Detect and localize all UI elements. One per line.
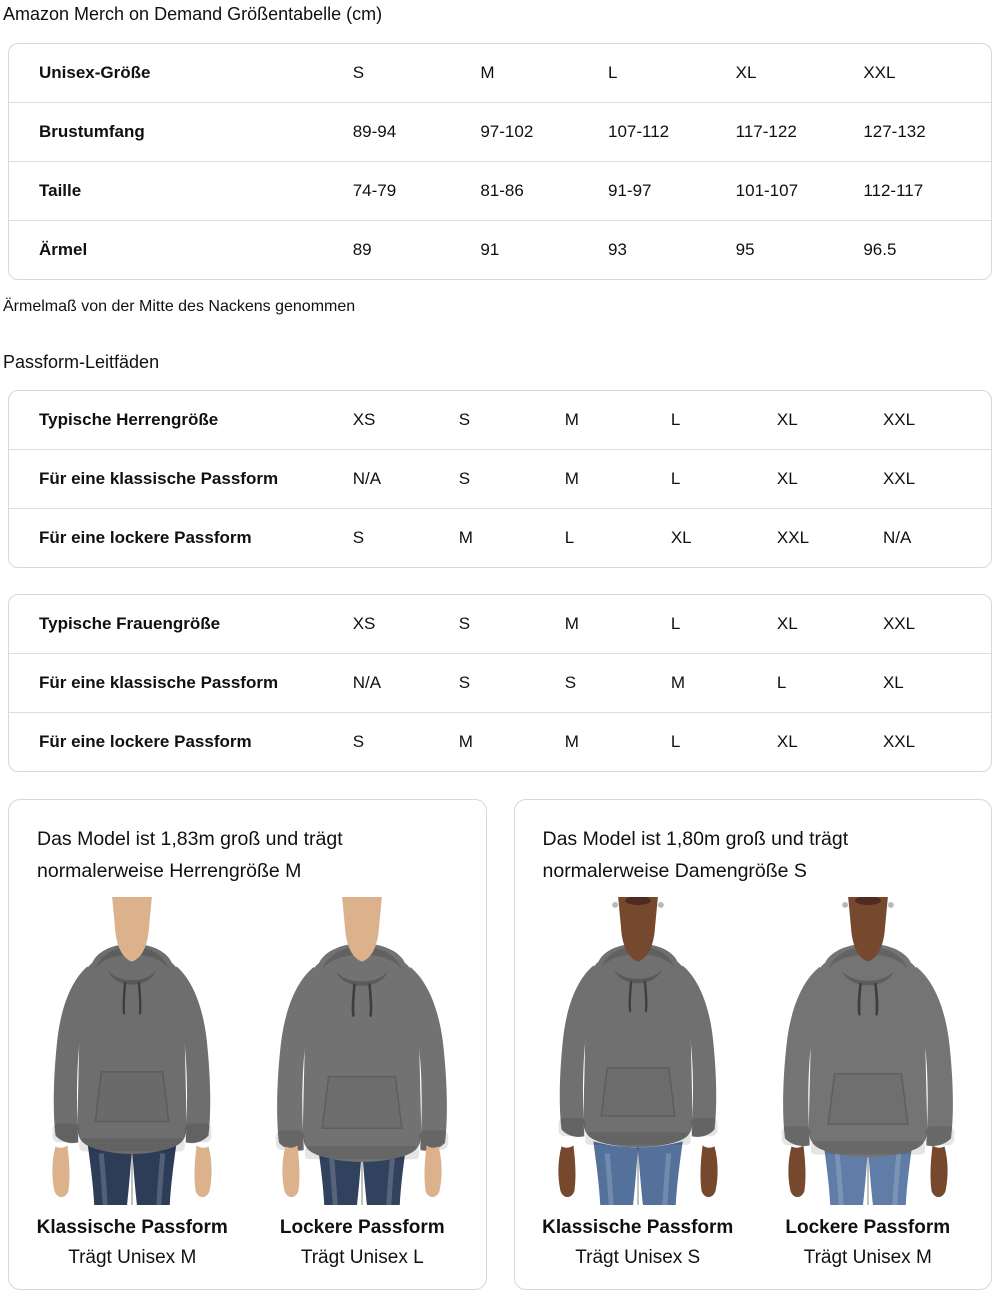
column-header: M (564, 410, 579, 429)
model-cards-row (8, 799, 992, 1290)
cell-value: 97-102 (480, 102, 608, 161)
cell-value: M (565, 712, 671, 771)
cell-value: 91-97 (608, 161, 736, 220)
table-header-row (9, 44, 991, 102)
cell-value: L (671, 712, 777, 771)
column-header: M (480, 63, 495, 82)
row-label: Brustumfang (9, 102, 353, 161)
model-photos (523, 897, 984, 1205)
size-label: Trägt Unisex L (300, 1247, 424, 1268)
table-header-row (9, 391, 991, 449)
cell-value: L (565, 508, 671, 567)
cell-value: 89 (353, 220, 481, 279)
column-header: S (458, 410, 471, 429)
cell-value: M (459, 712, 565, 771)
cell-value: XXL (777, 508, 883, 567)
cell-value: 93 (608, 220, 736, 279)
row-label: Für eine klassische Passform (9, 653, 353, 712)
column-header: M (564, 614, 579, 633)
cell-value: M (459, 508, 565, 567)
cell-value: S (353, 508, 459, 567)
column-header: XS (352, 614, 376, 633)
cell-value: XL (777, 712, 883, 771)
table-row (9, 653, 991, 712)
hoodie-model-illustration (21, 897, 243, 1205)
cell-value: 96.5 (863, 220, 991, 279)
row-label: Für eine lockere Passform (9, 712, 353, 771)
cell-value: XXL (883, 449, 991, 508)
fit-label: Klassische Passform (542, 1217, 734, 1238)
cell-value: 127-132 (863, 102, 991, 161)
size-label: Trägt Unisex M (803, 1247, 932, 1268)
table-row (9, 712, 991, 771)
cell-value: M (565, 449, 671, 508)
page-title: Amazon Merch on Demand Größentabelle (cm) (3, 4, 383, 24)
fit-table-women (8, 594, 992, 772)
model-card-men (8, 799, 487, 1290)
row-label: Für eine lockere Passform (9, 508, 353, 567)
fit-table-men (8, 390, 992, 568)
table-row (9, 102, 991, 161)
column-header: XL (776, 614, 798, 633)
fit-label: Lockere Passform (785, 1217, 951, 1238)
column-header: XL (776, 410, 798, 429)
column-header: XXL (882, 410, 916, 429)
hoodie-model-illustration (251, 897, 473, 1205)
cell-value: 81-86 (480, 161, 608, 220)
table-row (9, 220, 991, 279)
column-header: XXL (882, 614, 916, 633)
hoodie-model-illustration (757, 897, 979, 1205)
column-header: L (670, 614, 681, 633)
row-label: Typische Herrengröße (39, 410, 219, 429)
photo-labels (17, 1215, 478, 1270)
row-label: Unisex-Größe (39, 63, 151, 82)
cell-value: XL (671, 508, 777, 567)
hoodie-graphic (276, 943, 448, 1162)
cell-value: XL (883, 653, 991, 712)
column-header: L (670, 410, 681, 429)
jeans-graphic (593, 1141, 682, 1205)
table-row (9, 508, 991, 567)
size-label: Trägt Unisex S (575, 1247, 701, 1268)
cell-value: 91 (480, 220, 608, 279)
model-photo-loose (251, 897, 473, 1205)
cell-value: S (565, 653, 671, 712)
cell-value: 95 (736, 220, 864, 279)
card-title: Das Model ist 1,80m groß und trägt normalerweise Damengröße S (542, 828, 849, 882)
column-header: S (352, 63, 365, 82)
photo-label-group (251, 1215, 473, 1270)
photo-label-group (757, 1215, 979, 1270)
cell-value: 74-79 (353, 161, 481, 220)
cell-value: M (671, 653, 777, 712)
column-header: XL (735, 63, 757, 82)
size-label: Trägt Unisex M (68, 1247, 197, 1268)
size-table (8, 43, 992, 280)
cell-value: XL (777, 449, 883, 508)
cell-value: S (459, 653, 565, 712)
card-title: Das Model ist 1,83m groß und trägt normalerweise Herrengröße M (37, 828, 343, 882)
cell-value: N/A (883, 508, 991, 567)
model-photo-classic (527, 897, 749, 1205)
photo-label-group (21, 1215, 243, 1270)
model-photo-classic (21, 897, 243, 1205)
row-label: Für eine klassische Passform (9, 449, 353, 508)
cell-value: S (353, 712, 459, 771)
table-row (9, 161, 991, 220)
photo-labels (523, 1215, 984, 1270)
fit-label: Lockere Passform (279, 1217, 445, 1238)
cell-value: 89-94 (353, 102, 481, 161)
fit-label: Klassische Passform (36, 1217, 228, 1238)
cell-value: L (777, 653, 883, 712)
cell-value: L (671, 449, 777, 508)
model-photos (17, 897, 478, 1205)
hoodie-graphic (53, 944, 212, 1154)
cell-value: 101-107 (736, 161, 864, 220)
photo-label-group (527, 1215, 749, 1270)
sleeve-measure-note: Ärmelmaß von der Mitte des Nackens genommen (3, 298, 356, 315)
hoodie-model-illustration (527, 897, 749, 1205)
column-header: XS (352, 410, 376, 429)
column-header: S (458, 614, 471, 633)
cell-value: 112-117 (863, 161, 991, 220)
hoodie-graphic (558, 943, 717, 1147)
cell-value: 107-112 (608, 102, 736, 161)
row-label: Taille (9, 161, 353, 220)
cell-value: XXL (883, 712, 991, 771)
table-header-row (9, 595, 991, 653)
cell-value: N/A (353, 653, 459, 712)
model-card-women (514, 799, 993, 1290)
cell-value: S (459, 449, 565, 508)
table-row (9, 449, 991, 508)
column-header: L (608, 63, 618, 82)
row-label: Typische Frauengröße (39, 614, 221, 633)
cell-value: N/A (353, 449, 459, 508)
cell-value: 117-122 (736, 102, 864, 161)
hoodie-graphic (782, 944, 954, 1157)
column-header: XXL (863, 63, 896, 82)
model-photo-loose (757, 897, 979, 1205)
row-label: Ärmel (9, 220, 353, 279)
section-heading: Passform-Leitfäden (3, 352, 160, 372)
